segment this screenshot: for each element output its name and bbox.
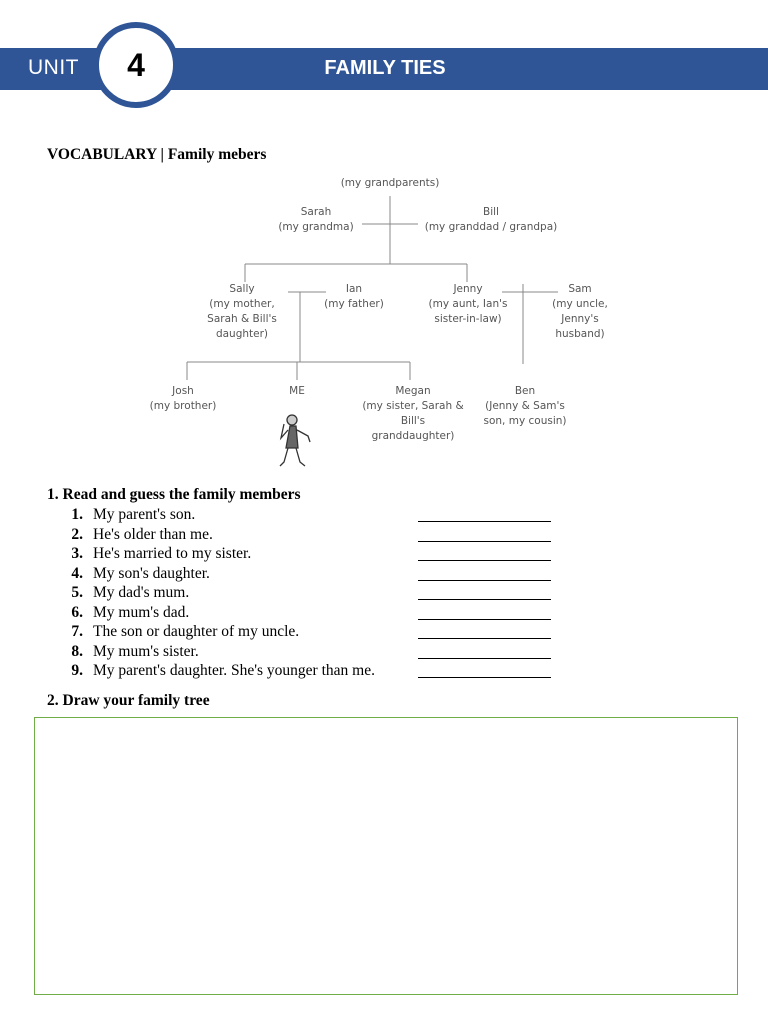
- exercise2-heading: 2. Draw your family tree: [47, 692, 210, 709]
- list-item: 3. He's married to my sister.: [70, 545, 590, 565]
- tree-node-bill: Bill (my granddad / grandpa): [424, 206, 558, 233]
- exercise1-list: [70, 506, 590, 682]
- answer-blank[interactable]: [418, 658, 551, 659]
- tree-node-ben: Ben (Jenny & Sam's son, my cousin): [483, 385, 567, 427]
- family-tree-drawing-area[interactable]: [34, 717, 738, 995]
- tree-node-me: ME: [289, 385, 305, 397]
- list-item: 5. My dad's mum.: [70, 584, 590, 604]
- tree-node-sam: Sam (my uncle, Jenny's husband): [552, 283, 608, 340]
- list-item: 7. The son or daughter of my uncle.: [70, 623, 590, 643]
- vocabulary-heading: VOCABULARY | Family mebers: [47, 146, 267, 163]
- answer-blank[interactable]: [418, 599, 551, 600]
- exercise1-heading: 1. Read and guess the family members: [47, 486, 301, 503]
- answer-blank[interactable]: [418, 521, 551, 522]
- person-figure-icon: [280, 415, 310, 466]
- family-tree: [140, 172, 620, 472]
- list-item: 8. My mum's sister.: [70, 643, 590, 663]
- answer-blank[interactable]: [418, 580, 551, 581]
- list-item: 6. My mum's dad.: [70, 604, 590, 624]
- tree-node-jenny: Jenny (my aunt, Ian's sister-in-law): [428, 283, 508, 325]
- answer-blank[interactable]: [418, 619, 551, 620]
- answer-blank[interactable]: [418, 541, 551, 542]
- tree-label-grandparents: (my grandparents): [340, 177, 440, 189]
- answer-blank[interactable]: [418, 677, 551, 678]
- tree-node-sally: Sally (my mother, Sarah & Bill's daughter): [207, 283, 277, 340]
- list-item: 9. My parent's daughter. She's younger than me.: [70, 662, 590, 682]
- list-item: 2. He's older than me.: [70, 526, 590, 546]
- tree-node-sarah: Sarah (my grandma): [278, 206, 354, 233]
- list-item: 4. My son's daughter.: [70, 565, 590, 585]
- answer-blank[interactable]: [418, 638, 551, 639]
- answer-blank[interactable]: [418, 560, 551, 561]
- tree-node-ian: Ian (my father): [324, 283, 384, 310]
- list-item: 1. My parent's son.: [70, 506, 590, 526]
- unit-label: UNIT: [28, 56, 79, 79]
- unit-number: 4: [127, 46, 145, 83]
- unit-number-badge: [93, 22, 179, 108]
- tree-node-josh: Josh (my brother): [149, 385, 217, 412]
- tree-node-megan: Megan (my sister, Sarah & Bill's granddaughter): [362, 385, 464, 442]
- unit-title: FAMILY TIES: [324, 57, 446, 79]
